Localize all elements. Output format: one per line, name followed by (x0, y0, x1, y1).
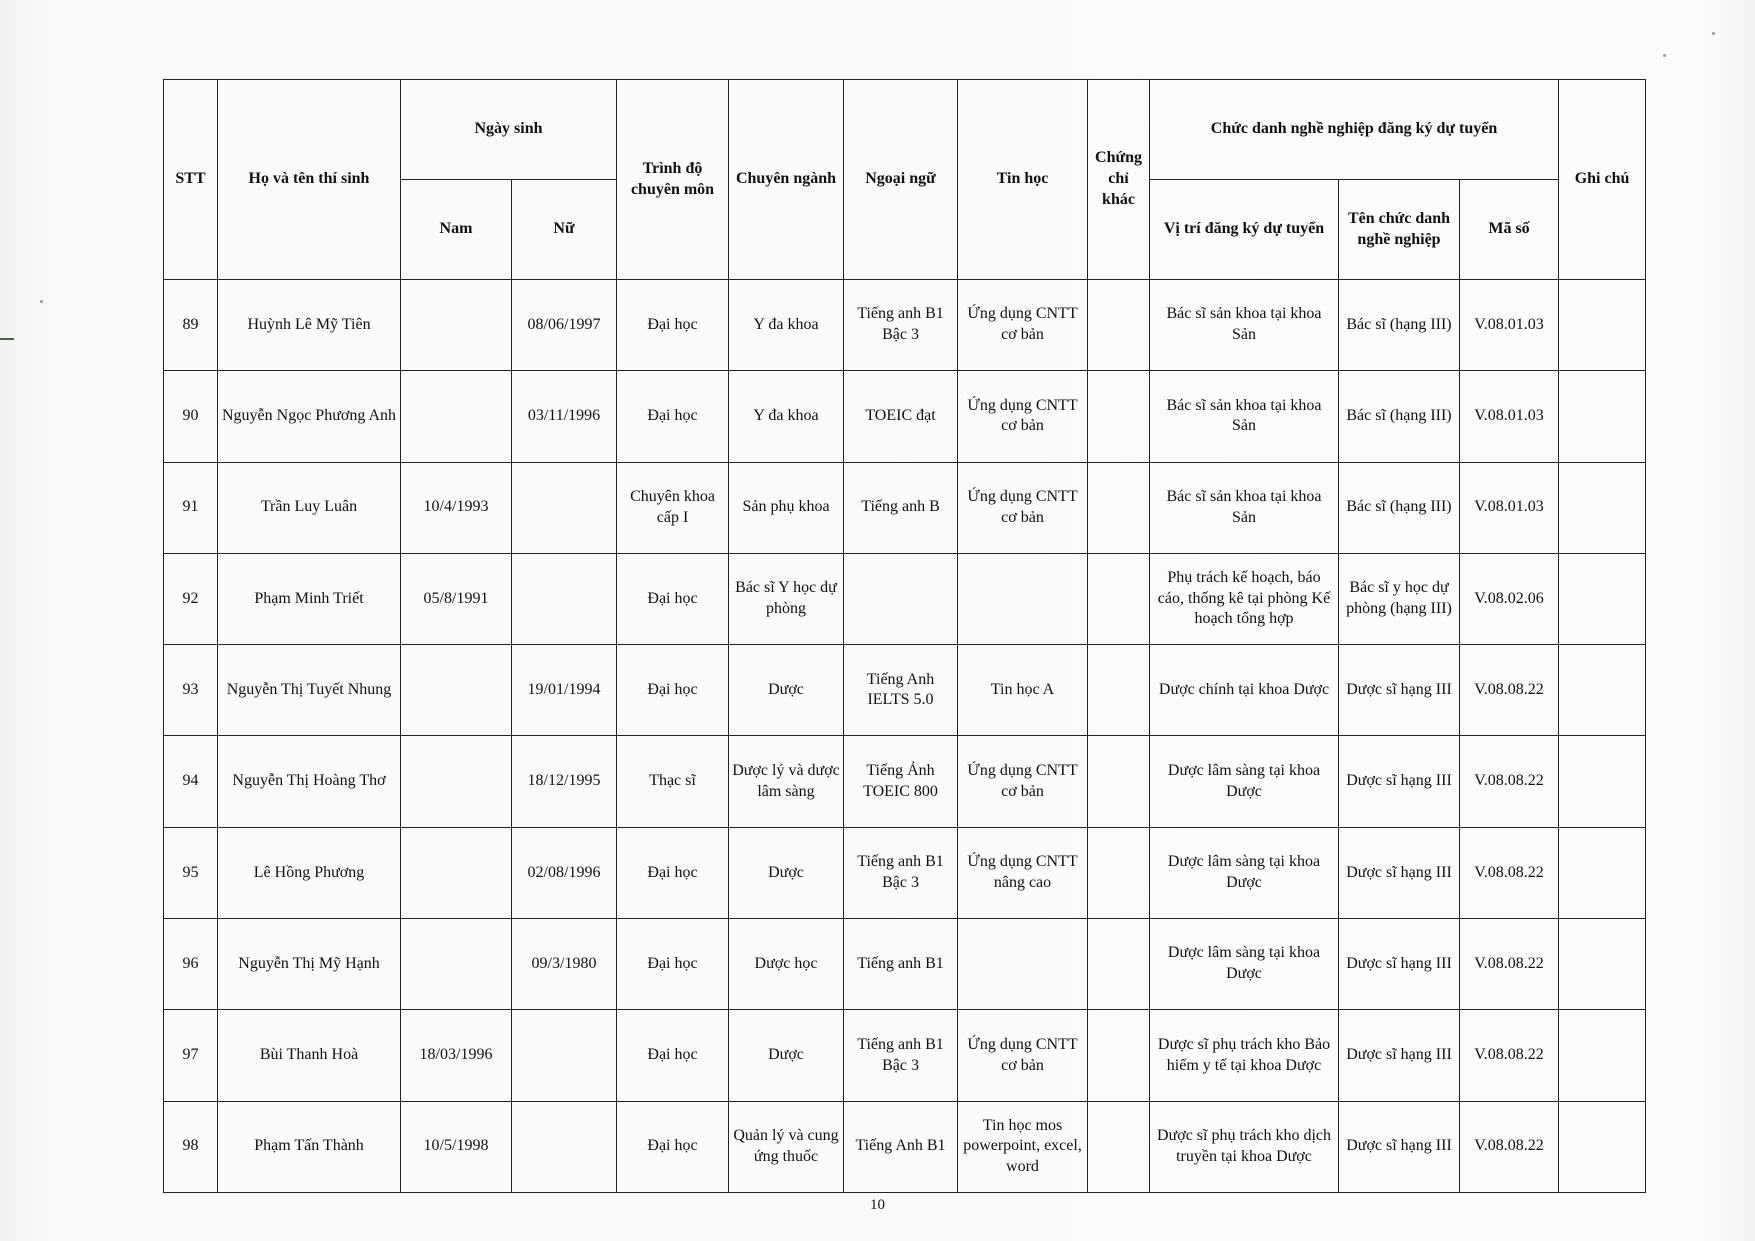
cell-dob-male (401, 827, 512, 918)
cell-level: Chuyên khoa cấp I (617, 462, 729, 553)
cell-it: Ứng dụng CNTT cơ bản (958, 280, 1088, 371)
cell-other-cert (1088, 371, 1150, 462)
cell-stt: 96 (164, 919, 218, 1010)
page-number: 10 (870, 1197, 885, 1213)
cell-title: Dược sĩ hạng III (1339, 1010, 1460, 1101)
cell-position: Dược lâm sàng tại khoa Dược (1150, 736, 1339, 827)
table-row (164, 371, 1646, 462)
cell-language: Tiếng anh B1 Bậc 3 (844, 1010, 958, 1101)
cell-name: Phạm Minh Triết (218, 553, 401, 644)
candidate-registration-table (163, 79, 1646, 1193)
cell-dob-female: 09/3/1980 (512, 919, 617, 1010)
cell-title: Dược sĩ hạng III (1339, 736, 1460, 827)
cell-note (1559, 462, 1646, 553)
cell-stt: 90 (164, 371, 218, 462)
cell-it (958, 919, 1088, 1010)
header-dob: Ngày sinh (401, 80, 617, 180)
cell-title: Dược sĩ hạng III (1339, 645, 1460, 736)
cell-position: Bác sĩ sản khoa tại khoa Sản (1150, 280, 1339, 371)
cell-dob-male (401, 645, 512, 736)
cell-it: Tin học mos powerpoint, excel, word (958, 1101, 1088, 1192)
cell-level: Đại học (617, 1010, 729, 1101)
cell-name: Nguyễn Thị Tuyết Nhung (218, 645, 401, 736)
cell-note (1559, 919, 1646, 1010)
cell-level: Đại học (617, 645, 729, 736)
table-row (164, 827, 1646, 918)
cell-position: Dược lâm sàng tại khoa Dược (1150, 919, 1339, 1010)
cell-language: TOEIC đạt (844, 371, 958, 462)
cell-code: V.08.08.22 (1460, 1101, 1559, 1192)
cell-name: Huỳnh Lê Mỹ Tiên (218, 280, 401, 371)
cell-title: Bác sĩ (hạng III) (1339, 462, 1460, 553)
cell-note (1559, 1010, 1646, 1101)
table-row (164, 462, 1646, 553)
cell-note (1559, 553, 1646, 644)
table-row (164, 1010, 1646, 1101)
cell-language (844, 553, 958, 644)
cell-title: Bác sĩ y học dự phòng (hạng III) (1339, 553, 1460, 644)
header-major: Chuyên ngành (729, 80, 844, 280)
cell-other-cert (1088, 1101, 1150, 1192)
cell-name: Phạm Tấn Thành (218, 1101, 401, 1192)
scan-speck (1663, 54, 1666, 57)
cell-major: Dược (729, 645, 844, 736)
cell-it: Ứng dụng CNTT cơ bản (958, 1010, 1088, 1101)
cell-other-cert (1088, 645, 1150, 736)
cell-language: Tiếng Anh B1 (844, 1101, 958, 1192)
cell-dob-male (401, 280, 512, 371)
cell-dob-female: 08/06/1997 (512, 280, 617, 371)
cell-code: V.08.08.22 (1460, 919, 1559, 1010)
cell-stt: 94 (164, 736, 218, 827)
cell-it: Tin học A (958, 645, 1088, 736)
cell-language: Tiếng anh B1 Bậc 3 (844, 280, 958, 371)
cell-stt: 91 (164, 462, 218, 553)
cell-language: Tiếng anh B1 (844, 919, 958, 1010)
cell-code: V.08.08.22 (1460, 827, 1559, 918)
cell-major: Sản phụ khoa (729, 462, 844, 553)
cell-code: V.08.01.03 (1460, 371, 1559, 462)
cell-code: V.08.01.03 (1460, 462, 1559, 553)
cell-major: Y đa khoa (729, 371, 844, 462)
cell-level: Đại học (617, 553, 729, 644)
cell-stt: 95 (164, 827, 218, 918)
cell-it: Ứng dụng CNTT cơ bản (958, 371, 1088, 462)
header-level: Trình độ chuyên môn (617, 80, 729, 280)
cell-language: Tiếng anh B1 Bậc 3 (844, 827, 958, 918)
header-dob-female: Nữ (512, 180, 617, 280)
cell-note (1559, 645, 1646, 736)
cell-dob-male: 18/03/1996 (401, 1010, 512, 1101)
cell-dob-female: 02/08/1996 (512, 827, 617, 918)
cell-language: Tiếng Ảnh TOEIC 800 (844, 736, 958, 827)
cell-position: Dược chính tại khoa Dược (1150, 645, 1339, 736)
cell-position: Dược sĩ phụ trách kho dịch truyền tại khoa Dược (1150, 1101, 1339, 1192)
cell-stt: 89 (164, 280, 218, 371)
cell-code: V.08.08.22 (1460, 1010, 1559, 1101)
cell-title: Bác sĩ (hạng III) (1339, 371, 1460, 462)
cell-it (958, 553, 1088, 644)
cell-title: Bác sĩ (hạng III) (1339, 280, 1460, 371)
cell-other-cert (1088, 280, 1150, 371)
cell-dob-male: 05/8/1991 (401, 553, 512, 644)
cell-major: Dược (729, 1010, 844, 1101)
header-name: Họ và tên thí sinh (218, 80, 401, 280)
cell-title: Dược sĩ hạng III (1339, 919, 1460, 1010)
cell-position: Phụ trách kế hoạch, báo cáo, thống kê tại phòng Kế hoạch tổng hợp (1150, 553, 1339, 644)
cell-it: Ứng dụng CNTT cơ bản (958, 462, 1088, 553)
table-row (164, 645, 1646, 736)
cell-dob-male: 10/5/1998 (401, 1101, 512, 1192)
header-language: Ngoại ngữ (844, 80, 958, 280)
cell-dob-female (512, 1010, 617, 1101)
cell-dob-female (512, 462, 617, 553)
cell-level: Đại học (617, 280, 729, 371)
cell-level: Đại học (617, 371, 729, 462)
cell-name: Nguyễn Ngọc Phương Anh (218, 371, 401, 462)
cell-dob-male (401, 736, 512, 827)
cell-language: Tiếng anh B (844, 462, 958, 553)
cell-major: Dược (729, 827, 844, 918)
cell-code: V.08.08.22 (1460, 645, 1559, 736)
cell-major: Quản lý và cung ứng thuốc (729, 1101, 844, 1192)
cell-it: Ứng dụng CNTT nâng cao (958, 827, 1088, 918)
cell-language: Tiếng Anh IELTS 5.0 (844, 645, 958, 736)
cell-dob-male: 10/4/1993 (401, 462, 512, 553)
header-note: Ghi chú (1559, 80, 1646, 280)
cell-name: Bùi Thanh Hoà (218, 1010, 401, 1101)
cell-note (1559, 371, 1646, 462)
cell-dob-female (512, 553, 617, 644)
cell-other-cert (1088, 827, 1150, 918)
cell-position: Bác sĩ sản khoa tại khoa Sản (1150, 371, 1339, 462)
cell-dob-female: 19/01/1994 (512, 645, 617, 736)
cell-title: Dược sĩ hạng III (1339, 827, 1460, 918)
cell-other-cert (1088, 1010, 1150, 1101)
header-position: Vị trí đăng ký dự tuyển (1150, 180, 1339, 280)
cell-level: Đại học (617, 1101, 729, 1192)
cell-stt: 92 (164, 553, 218, 644)
cell-other-cert (1088, 553, 1150, 644)
cell-note (1559, 280, 1646, 371)
cell-other-cert (1088, 736, 1150, 827)
cell-code: V.08.08.22 (1460, 736, 1559, 827)
header-it: Tin học (958, 80, 1088, 280)
cell-level: Đại học (617, 919, 729, 1010)
cell-position: Dược sĩ phụ trách kho Bảo hiểm y tế tại khoa Dược (1150, 1010, 1339, 1101)
cell-note (1559, 1101, 1646, 1192)
table-row (164, 736, 1646, 827)
cell-dob-female (512, 1101, 617, 1192)
cell-name: Lê Hồng Phương (218, 827, 401, 918)
table-row (164, 919, 1646, 1010)
cell-dob-female: 03/11/1996 (512, 371, 617, 462)
cell-code: V.08.02.06 (1460, 553, 1559, 644)
scan-margin-mark (0, 338, 14, 340)
cell-major: Dược học (729, 919, 844, 1010)
cell-title: Dược sĩ hạng III (1339, 1101, 1460, 1192)
table-row (164, 553, 1646, 644)
cell-note (1559, 736, 1646, 827)
cell-code: V.08.01.03 (1460, 280, 1559, 371)
header-position-group: Chức danh nghề nghiệp đăng ký dự tuyển (1150, 80, 1559, 180)
cell-dob-female: 18/12/1995 (512, 736, 617, 827)
cell-major: Bác sĩ Y học dự phòng (729, 553, 844, 644)
cell-stt: 93 (164, 645, 218, 736)
cell-name: Nguyễn Thị Mỹ Hạnh (218, 919, 401, 1010)
cell-position: Dược lâm sàng tại khoa Dược (1150, 827, 1339, 918)
cell-stt: 97 (164, 1010, 218, 1101)
cell-dob-male (401, 919, 512, 1010)
cell-it: Ứng dụng CNTT cơ bản (958, 736, 1088, 827)
cell-level: Đại học (617, 827, 729, 918)
cell-note (1559, 827, 1646, 918)
header-code: Mã số (1460, 180, 1559, 280)
cell-position: Bác sĩ sản khoa tại khoa Sản (1150, 462, 1339, 553)
header-stt: STT (164, 80, 218, 280)
cell-major: Y đa khoa (729, 280, 844, 371)
cell-level: Thạc sĩ (617, 736, 729, 827)
cell-dob-male (401, 371, 512, 462)
header-dob-male: Nam (401, 180, 512, 280)
table-row (164, 280, 1646, 371)
cell-name: Trần Luy Luân (218, 462, 401, 553)
header-title: Tên chức danh nghề nghiệp (1339, 180, 1460, 280)
cell-name: Nguyễn Thị Hoàng Thơ (218, 736, 401, 827)
cell-stt: 98 (164, 1101, 218, 1192)
scan-speck (40, 300, 43, 303)
scan-speck (1712, 32, 1715, 35)
header-other-cert: Chứng chỉ khác (1088, 80, 1150, 280)
cell-other-cert (1088, 462, 1150, 553)
table-row (164, 1101, 1646, 1192)
cell-major: Dược lý và dược lâm sàng (729, 736, 844, 827)
cell-other-cert (1088, 919, 1150, 1010)
